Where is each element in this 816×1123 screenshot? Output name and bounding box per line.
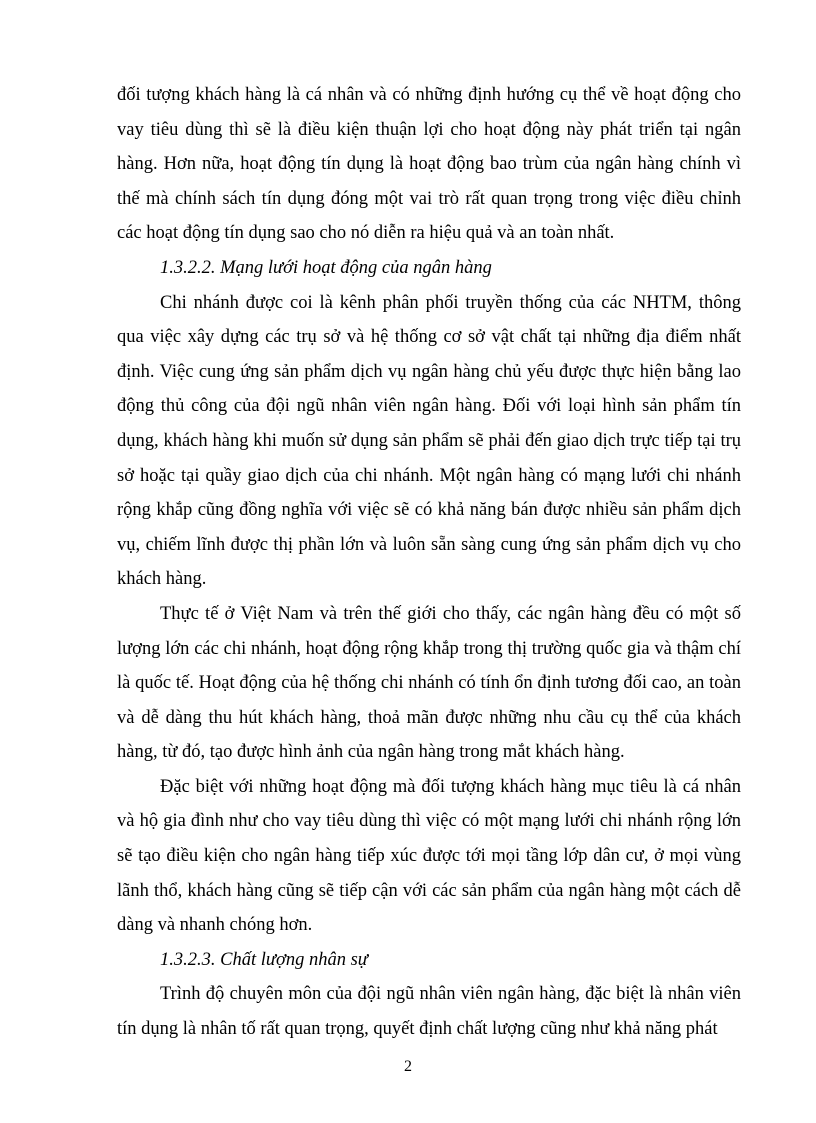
paragraph-staff-expertise: Trình độ chuyên môn của đội ngũ nhân viên ngân hàng, đặc biệt là nhân viên tín dụng là nhân tố rất quan trọng, quyết định chất lượng cũng như khả năng phát	[117, 984, 741, 1040]
section-heading-branch-network: 1.3.2.2. Mạng lưới hoạt động của ngân hàng	[160, 257, 492, 278]
paragraph-branch-channel: Chi nhánh được coi là kênh phân phối truyền thống của các NHTM, thông qua việc xây dựng các trụ sở và hệ thống cơ sở vật chất tại những địa điểm nhất định. Việc cung ứng sản phẩm dịch vụ ngân hàng chủ yếu được thực hiện bằng lao động thủ công của đội ngũ nhân viên ngân hàng. Đối với loại hình sản phẩm tín dụng, khách hàng khi muốn sử dụng sản phẩm sẽ phải đến giao dịch trực tiếp tại trụ sở hoặc tại quầy giao dịch của chi nhánh. Một ngân hàng có mạng lưới chi nhánh rộng khắp cũng đồng nghĩa với việc sẽ có khả năng bán được nhiều sản phẩm dịch vụ, chiếm lĩnh được thị phần lớn và luôn sẵn sàng cung ứng sản phẩm dịch vụ cho khách hàng.	[117, 292, 741, 590]
page-number: 2	[404, 1058, 412, 1075]
paragraph-consumer-lending: Đặc biệt với những hoạt động mà đối tượng khách hàng mục tiêu là cá nhân và hộ gia đình như cho vay tiêu dùng thì việc có một mạng lưới chi nhánh rộng lớn sẽ tạo điều kiện cho ngân hàng tiếp xúc được tới mọi tầng lớp dân cư, ở mọi vùng lãnh thổ, khách hàng cũng sẽ tiếp cận với các sản phẩm của ngân hàng một cách dễ dàng và nhanh chóng hơn.	[117, 776, 741, 936]
paragraph-credit-policy-continuation: đối tượng khách hàng là cá nhân và có những định hướng cụ thể về hoạt động cho vay tiêu dùng thì sẽ là điều kiện thuận lợi cho hoạt động này phát triển tại ngân hàng. Hơn nữa, hoạt động tín dụng là hoạt động bao trùm của ngân hàng chính vì thế mà chính sách tín dụng đóng một vai trò rất quan trọng trong việc điều chỉnh các hoạt động tín dụng sao cho nó diễn ra hiệu quả và an toàn nhất.	[117, 85, 741, 244]
body-text	[117, 78, 741, 1047]
section-heading-staff-quality: 1.3.2.3. Chất lượng nhân sự	[160, 949, 368, 970]
paragraph-vietnam-practice: Thực tế ở Việt Nam và trên thế giới cho thấy, các ngân hàng đều có một số lượng lớn các chi nhánh, hoạt động rộng khắp trong thị trường quốc gia và thậm chí là quốc tế. Hoạt động của hệ thống chi nhánh có tính ổn định tương đối cao, an toàn và dễ dàng thu hút khách hàng, thoả mãn được những nhu cầu cụ thể của khách hàng, từ đó, tạo được hình ảnh của ngân hàng trong mắt khách hàng.	[117, 603, 741, 763]
